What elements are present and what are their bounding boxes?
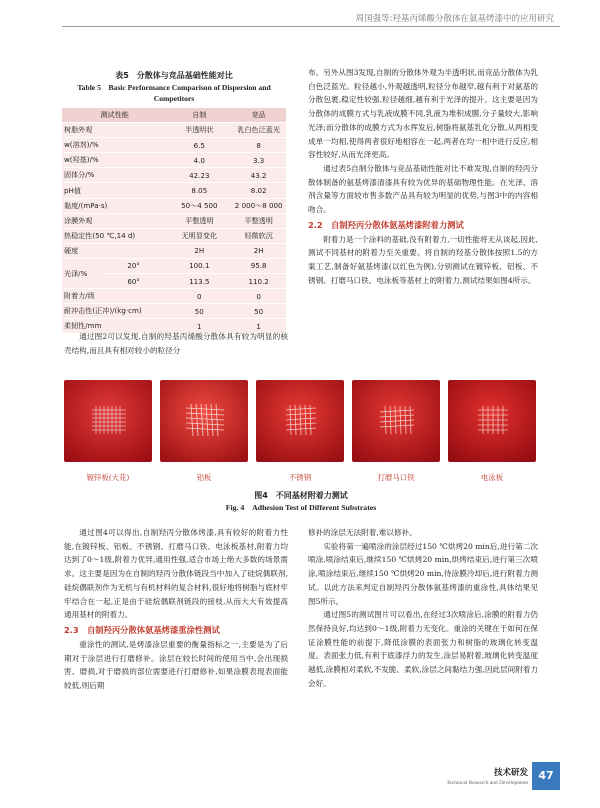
competitor-value: 2 000～8 000 xyxy=(231,198,286,213)
table-row xyxy=(62,198,286,213)
row-label: 硬度 xyxy=(62,243,167,258)
body-paragraph: 布。另外从图3发现,自制的分散体外观为半透明状,而竞品分散体为乳白色泛蓝光。粒径越小,外观越透明,粒径分布越窄,越有利于对氨基的分散包裹,稳定性较强,粒径越细,越有利于光泽的提升。这主要是因为分散体的成膜方式与乳液成膜不同,乳液为堆积成膜,分子量较大,影响光泽;而分散体的成膜方式为水挥发后,树脂将氨基乳化分散,从两相变成单一均相,使得两者很好地相容在一起,两者在均一相中进行反应,相容性较好,从而光泽更高。 xyxy=(308,68,538,160)
body-paragraph: 通过图2可以发现,自制的羟基丙烯酸分散体具有较为明显的核壳结构,而且具有相对较小的粒径分 xyxy=(64,332,288,355)
substrate-photo-tinplate xyxy=(352,380,440,462)
competitor-value: 3.3 xyxy=(231,153,286,168)
running-header xyxy=(0,0,600,34)
competitor-value: 乳白色泛蓝光 xyxy=(231,123,286,138)
header-cell: 竞品 xyxy=(231,108,286,123)
table-row xyxy=(62,213,286,228)
row-label: 柔韧性/mm xyxy=(62,319,167,334)
competitor-value: 95.8 xyxy=(231,258,286,273)
competitor-value: 0 xyxy=(231,289,286,304)
header-cell: 自制 xyxy=(167,108,231,123)
row-label: 热稳定性(50 ℃,14 d) xyxy=(62,228,167,243)
performance-table xyxy=(62,108,286,334)
competitor-value: 1 xyxy=(231,319,286,334)
left-column-bottom xyxy=(64,526,288,693)
gloss-angle: 20° xyxy=(106,258,167,273)
own-value: 100.1 xyxy=(167,258,231,273)
body-paragraph: 通过图5的测试图片可以看出,在经过3次喷涂后,涂膜的附着力仍然保持良好,均达到0～1级,附着力无变化。重涂的关键在于如何在保证涂膜性能的前提下,降低涂膜的表面张力和树脂的玻璃化转变温度。表面张力低,有利于底漆浮力的发生,涂层易附着,玻璃化转变温度越低,涂膜相对柔软,不发脆、柔软,涂层之间黏结力强,因此层间附着力会好。 xyxy=(308,610,538,688)
body-paragraph: 通过表5自制分散体与竞品基础性能对比不难发现,自制的羟丙分散体制备的氨基烤漆清漆具有较为优异的基础物理性能。在光泽、溶剂含量等方面较市售多数产品具有较为明显的优势,与图3中的内容相吻合。 xyxy=(308,163,538,215)
substrate-label: 铝板 xyxy=(196,473,212,482)
left-column-top xyxy=(64,330,288,357)
substrate-label: 电泳板 xyxy=(480,473,504,482)
competitor-value: 平整透明 xyxy=(231,213,286,228)
substrate-photo-galvanized xyxy=(64,380,152,462)
own-value: 平整透明 xyxy=(167,213,231,228)
right-column-bottom xyxy=(308,526,538,690)
section-heading-2-3: 2.3 自制羟丙分散体氨基烤漆重涂性测试 xyxy=(64,624,220,635)
body-paragraph: 实验将第一遍喷涂的涂层经过150 ℃烘烤20 min后,进行第二次喷涂,喷涂结束后,继续150 ℃烘烤20 min,烘烤结束后,进行第三次喷涂,喷涂结束后,继续150 ℃烘烤20 min,待涂膜冷却后,进行附着力测试。以此方法来判定自制羟丙分散体氨基烤漆的重涂性,具体结果见图5所示。 xyxy=(308,541,538,606)
body-paragraph: 附着力是一个涂料的基础,没有附着力,一切性能将无从谈起,因此,测试不同基材的附着力至关重要。将自制的羟基分散体按照1.5的方案工艺,制备好氨基烤漆(以红色为例),分别测试在镀锌板、铝板、不锈钢、打磨马口铁、电泳板等基材上的附着力,测试结果如图4所示。 xyxy=(308,234,538,285)
competitor-value: 2H xyxy=(231,243,286,258)
section-heading-2-2: 2.2 自制羟丙分散体氨基烤漆附着力测试 xyxy=(308,219,464,230)
body-paragraph: 修补的涂层无法附着,难以修补。 xyxy=(308,528,417,537)
own-value: 42.23 xyxy=(167,168,231,183)
substrate-label: 不锈钢 xyxy=(288,473,312,482)
right-column-top xyxy=(308,66,538,288)
table-row xyxy=(62,168,286,183)
own-value: 50 xyxy=(167,304,231,319)
own-value: 无明显变化 xyxy=(167,228,231,243)
row-label: 黏度/(mPa·s) xyxy=(62,198,167,213)
substrate-label: 镀锌板(大花) xyxy=(86,473,130,482)
row-label: 耐冲击性(正冲)/(kg·cm) xyxy=(62,304,167,319)
row-label: 树脂外观 xyxy=(62,123,167,138)
competitor-value: 轻微软沉 xyxy=(231,228,286,243)
own-value: 4.0 xyxy=(167,153,231,168)
body-paragraph: 重涂性的测试,是烤漆涂层重要的衡量指标之一,主要是为了后期对于涂层进行打磨修补。涂层在较长时间的使用当中,会出现损害、磨损,对于磨损的部位需要进行打磨修补,如果涂膜表现表面能较低,则后期 xyxy=(64,639,288,691)
journal-section-cn: 技术研发 xyxy=(493,768,528,778)
own-value: 2H xyxy=(167,243,231,258)
figure-caption-en: Fig. 4 Adhesion Test of Different Substrates xyxy=(225,503,377,512)
own-value: 8.05 xyxy=(167,183,231,198)
row-label: w(羟基)/% xyxy=(62,153,167,168)
table-row xyxy=(62,183,286,198)
header-cell: 测试性能 xyxy=(62,108,167,123)
page-footer xyxy=(420,762,560,798)
competitor-value: 8.02 xyxy=(231,183,286,198)
table-row xyxy=(62,138,286,153)
journal-section-en: Technical Research and Development xyxy=(446,780,528,786)
substrate-photo-aluminum xyxy=(160,380,248,462)
row-label: 涂膜外观 xyxy=(62,213,167,228)
page-number: 47 xyxy=(532,762,560,790)
table-caption-en: Table 5 Basic Performance Comparison of Dispersion and Competitors xyxy=(77,83,271,103)
row-label: w(溶剂)/% xyxy=(62,138,167,153)
table-header-row xyxy=(62,108,286,123)
table-row xyxy=(62,228,286,243)
row-label: 附着力/级 xyxy=(62,289,167,304)
competitor-value: 50 xyxy=(231,304,286,319)
table-row xyxy=(62,258,286,273)
own-value: 1 xyxy=(167,319,231,334)
competitor-value: 43.2 xyxy=(231,168,286,183)
substrate-photo-stainless xyxy=(256,380,344,462)
table-caption-cn: 表5 分散体与竞品基础性能对比 xyxy=(115,71,233,80)
table-row xyxy=(62,289,286,304)
table-row xyxy=(62,243,286,258)
figure-4 xyxy=(64,380,538,482)
substrate-photo-electrophoretic xyxy=(448,380,536,462)
body-paragraph: 通过图4可以得出,自制羟丙分散体烤漆,具有较好的附着力性能,在镀锌板、铝板、不锈钢、打磨马口铁、电泳板基材,附着力均达到了0～1级,附着力优异,通用性强,适合市场上绝大多数的场景需求。这主要是因为在自制的羟丙分散体链段当中加入了硅烷偶联剂,硅烷偶联剂作为无机与有机材料的复合材料,很好地将树脂与底材牢牢结合在一起,正是由于硅烷偶联剂链段的接枝,从而大大有效提高通用基材的附着力。 xyxy=(64,528,288,620)
own-value: 113.5 xyxy=(167,274,231,289)
table-row xyxy=(62,123,286,138)
own-value: 50～4 500 xyxy=(167,198,231,213)
own-value: 0 xyxy=(167,289,231,304)
substrate-label: 打磨马口铁 xyxy=(377,473,415,482)
running-title: 周国强等:羟基丙烯酸分散体在氨基烤漆中的应用研究 xyxy=(355,14,554,24)
row-label: 固体分/% xyxy=(62,168,167,183)
gloss-angle: 60° xyxy=(106,274,167,289)
table-row xyxy=(62,304,286,319)
row-label: pH值 xyxy=(62,183,167,198)
own-value: 半透明状 xyxy=(167,123,231,138)
own-value: 6.5 xyxy=(167,138,231,153)
header-rule xyxy=(62,26,560,27)
figure-caption-cn: 图4 不同基材附着力测试 xyxy=(254,491,348,500)
gloss-label: 光泽/% xyxy=(62,258,106,288)
competitor-value: 8 xyxy=(231,138,286,153)
table-row xyxy=(62,153,286,168)
competitor-value: 110.2 xyxy=(231,274,286,289)
